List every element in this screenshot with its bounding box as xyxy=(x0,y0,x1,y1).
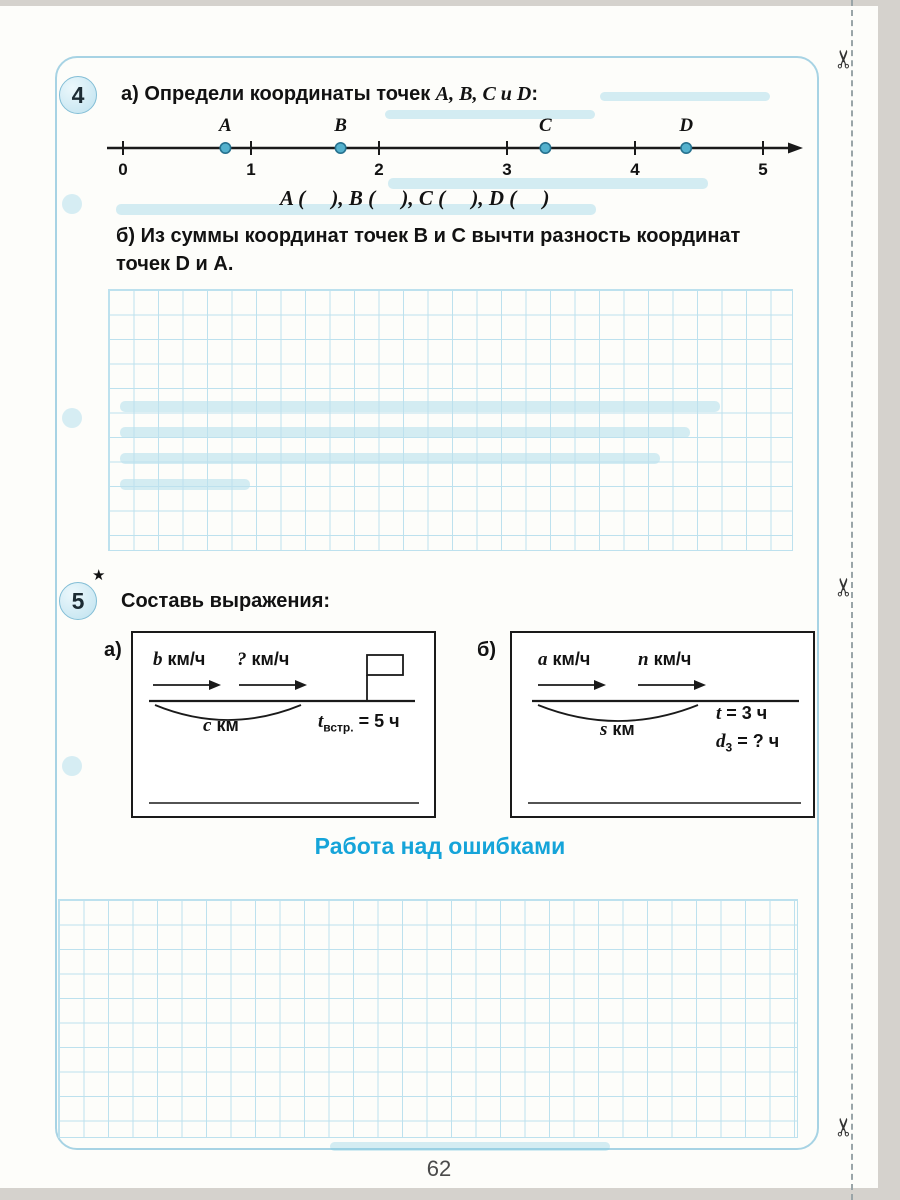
page-number: 62 xyxy=(426,1156,452,1181)
distance-unit: км xyxy=(607,719,635,739)
ghost-bleedthrough xyxy=(600,92,770,101)
diagram-a-label: а) xyxy=(104,639,122,661)
time-label xyxy=(318,711,400,735)
svg-text:2: 2 xyxy=(374,160,384,179)
distance-unit: км xyxy=(211,715,239,735)
cut-line xyxy=(851,0,853,1200)
speed-variable: a xyxy=(538,649,548,670)
scissors-icon: ✂ xyxy=(830,576,859,598)
d-subscript: 3 xyxy=(725,740,733,755)
distance-variable: s xyxy=(600,719,608,740)
distance-variable: c xyxy=(203,715,212,736)
diagram-box-a xyxy=(131,631,436,818)
time-variable: t xyxy=(716,703,722,724)
speed-unit: км/ч xyxy=(648,649,692,669)
task4-title xyxy=(121,83,538,106)
speed-label xyxy=(237,649,289,671)
speed-label xyxy=(538,649,590,671)
scissors-icon: ✂ xyxy=(830,1116,859,1138)
svg-text:A: A xyxy=(219,118,232,136)
time-value: = 3 ч xyxy=(721,703,768,723)
diagram-box-b xyxy=(510,631,815,818)
diagram-b-label: б) xyxy=(477,639,497,661)
time-variable: t xyxy=(318,711,324,732)
svg-text:3: 3 xyxy=(502,160,512,179)
svg-text:4: 4 xyxy=(630,160,640,179)
task5-number: 5 xyxy=(71,587,85,614)
workbook-page xyxy=(0,6,878,1188)
d-variable: d xyxy=(716,731,726,752)
task4-part-b-line2: точек D и A. xyxy=(116,253,234,275)
distance-label xyxy=(203,715,239,737)
star-icon: ★ xyxy=(92,567,106,584)
task4-title-points: A, B, C и D xyxy=(435,83,532,105)
svg-text:D: D xyxy=(679,118,694,136)
time-label xyxy=(716,703,767,725)
ghost-bleedthrough xyxy=(62,408,82,428)
speed-label xyxy=(638,649,691,671)
grid-writing-area-1[interactable] xyxy=(108,289,793,551)
speed-unit: км/ч xyxy=(246,649,290,669)
task4-answer-blanks[interactable]: A ( ), B ( ), C ( ), D ( ) xyxy=(280,186,550,210)
speed-unit: км/ч xyxy=(547,649,591,669)
grid-writing-area-2[interactable] xyxy=(58,899,798,1138)
task5-title: Составь выражения: xyxy=(121,590,331,612)
svg-text:0: 0 xyxy=(118,160,128,179)
task4-number: 4 xyxy=(71,81,85,108)
ghost-bleedthrough xyxy=(62,194,82,214)
svg-text:5: 5 xyxy=(758,160,768,179)
speed-variable: ? xyxy=(237,649,247,670)
svg-text:1: 1 xyxy=(246,160,256,179)
task4-part-b-line1: б) Из суммы координат точек B и C вычти разность координат xyxy=(116,225,741,247)
time-subscript: встр. xyxy=(323,720,354,735)
distance-label xyxy=(600,719,635,741)
speed-variable: b xyxy=(153,649,163,670)
ghost-bleedthrough xyxy=(62,756,82,776)
task4-title-text: а) Определи координаты точек xyxy=(121,83,436,105)
section-title: Работа над ошибками xyxy=(314,833,566,859)
speed-variable: n xyxy=(638,649,649,670)
scissors-icon: ✂ xyxy=(830,48,859,70)
speed-label xyxy=(153,649,205,671)
task5-badge xyxy=(59,582,97,620)
speed-unit: км/ч xyxy=(162,649,206,669)
task4-title-colon: : xyxy=(531,83,539,105)
task4-part-b xyxy=(116,222,740,278)
d-value: = ? ч xyxy=(732,731,780,751)
task4-badge xyxy=(59,76,97,114)
time-value: = 5 ч xyxy=(353,711,400,731)
d3-label xyxy=(716,731,779,755)
number-line xyxy=(105,118,805,180)
svg-text:B: B xyxy=(334,118,347,136)
ghost-bleedthrough xyxy=(330,1142,610,1151)
svg-text:C: C xyxy=(539,118,552,136)
